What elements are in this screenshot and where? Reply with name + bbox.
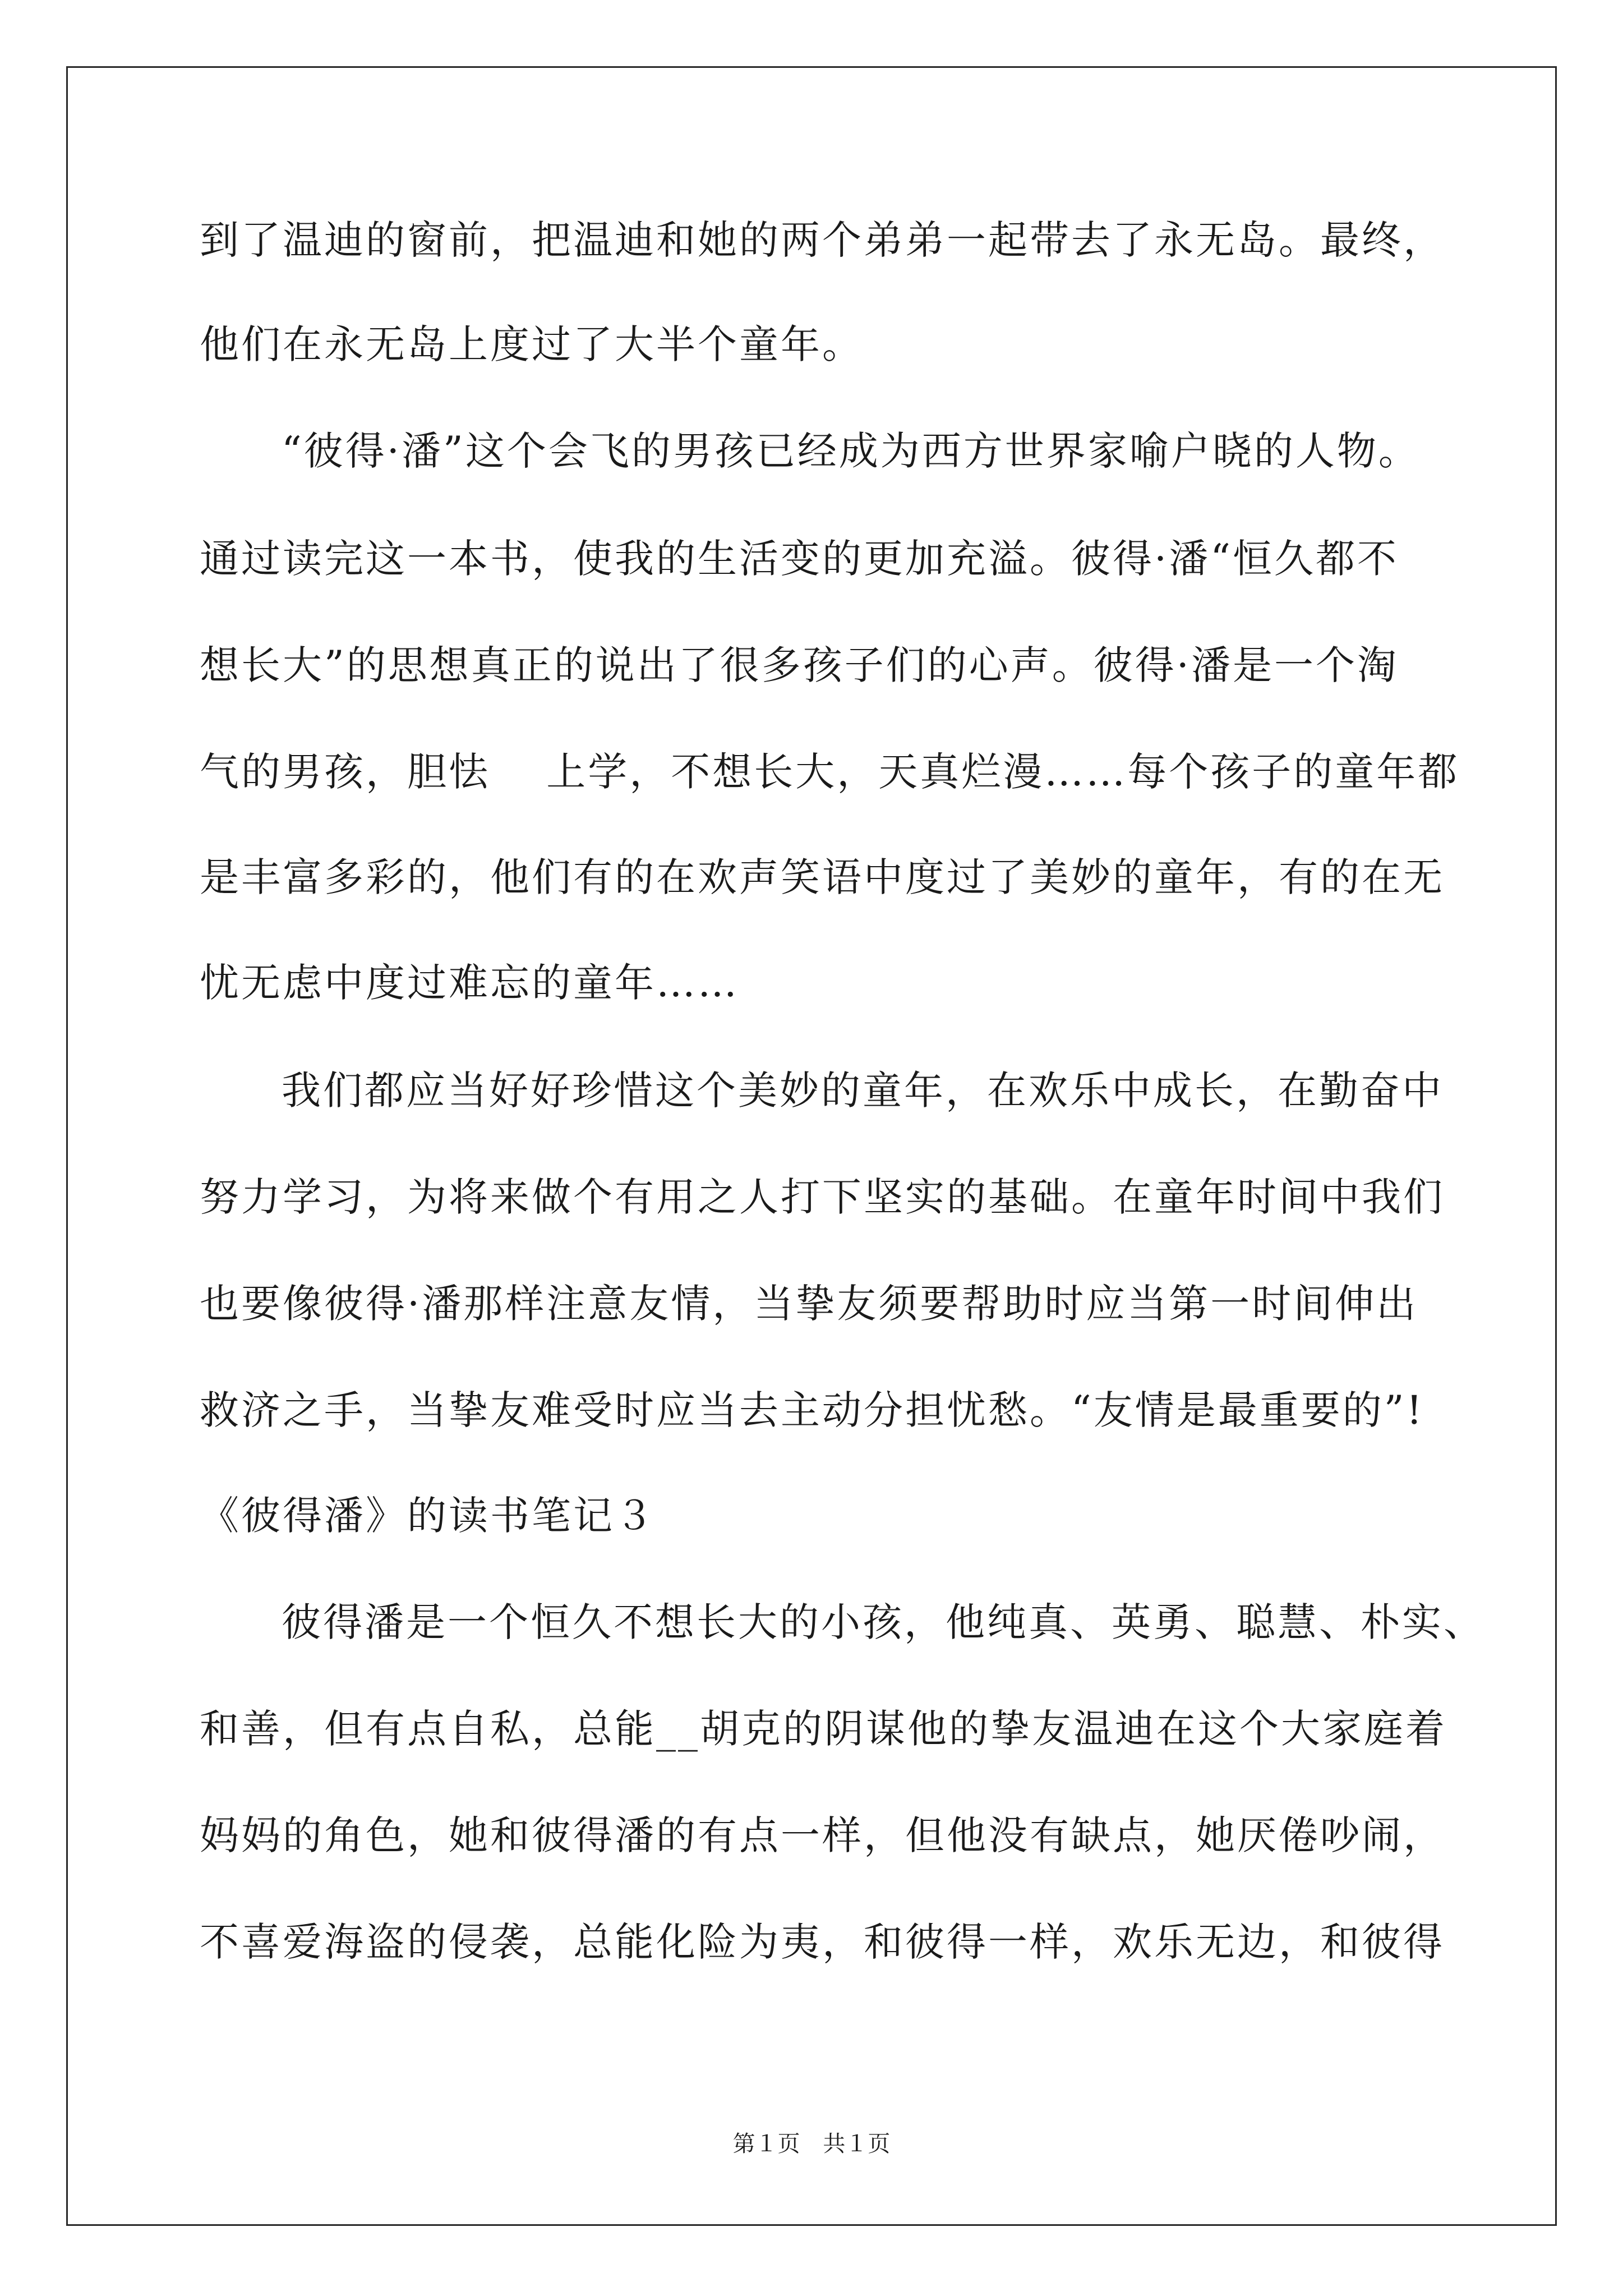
text-line: 他们在永无岛上度过了大半个童年。 <box>200 321 864 367</box>
paragraph-start-line: 彼得潘是一个恒久不想长大的小孩，他纯真、英勇、聪慧、朴实、 <box>282 1599 1485 1645</box>
text-line: 努力学习，为将来做个有用之人打下坚实的基础。在童年时间中我们 <box>200 1174 1445 1220</box>
text-line: 到了温迪的窗前，把温迪和她的两个弟弟一起带去了永无岛。最终， <box>200 217 1445 263</box>
page-footer <box>0 2126 1623 2158</box>
page-total: 共１页 <box>823 2131 891 2157</box>
text-line: 不喜爱海盗的侵袭，总能化险为夷，和彼得一样，欢乐无边，和彼得 <box>200 1919 1445 1965</box>
paragraph-start-line: 我们都应当好好珍惜这个美妙的童年，在欢乐中成长，在勤奋中 <box>282 1068 1444 1114</box>
text-line: 也要像彼得·潘那样注意友情，当挚友须要帮助时应当第一时间伸出 <box>200 1281 1418 1327</box>
page-number: 第１页 <box>732 2131 800 2157</box>
text-line: 救济之手，当挚友难受时应当去主动分担忧愁。“友情是最重要的”! <box>200 1387 1424 1433</box>
text-line: 是丰富多彩的，他们有的在欢声笑语中度过了美妙的童年，有的在无 <box>200 854 1445 900</box>
text-line: 想长大”的思想真正的说出了很多孩子们的心声。彼得·潘是一个淘 <box>200 642 1399 688</box>
text-line: 妈妈的角色，她和彼得潘的有点一样，但他没有缺点，她厌倦吵闹， <box>200 1812 1445 1858</box>
text-line: 通过读完这一本书，使我的生活变的更加充溢。彼得·潘“恒久都不 <box>200 536 1399 582</box>
paragraph-start-line: “彼得·潘”这个会飞的男孩已经成为西方世界家喻户晓的人物。 <box>282 428 1420 474</box>
text-line: 忧无虑中度过难忘的童年…… <box>200 960 739 1006</box>
section-heading: 《彼得潘》的读书笔记３ <box>200 1493 656 1539</box>
text-line: 气的男孩，胆怯 上学，不想长大，天真烂漫……每个孩子的童年都 <box>200 749 1460 795</box>
text-line: 和善，但有点自私，总能__胡克的阴谋他的挚友温迪在这个大家庭着 <box>200 1706 1447 1752</box>
page-border <box>66 66 1557 2226</box>
